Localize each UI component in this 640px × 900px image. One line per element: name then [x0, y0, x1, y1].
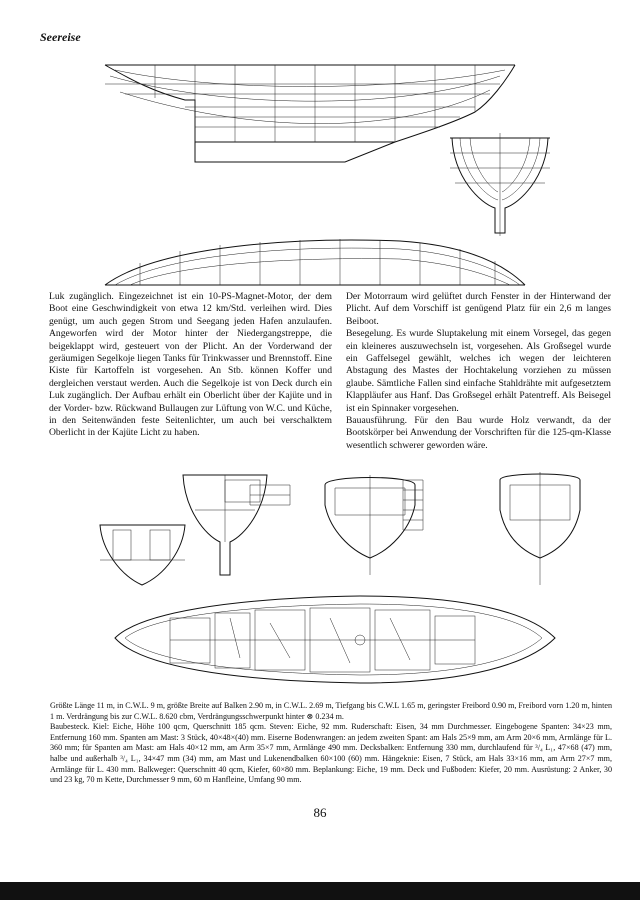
accommodation-plan-drawing	[110, 588, 560, 693]
section-drawing-3	[245, 480, 295, 510]
specifications-caption: Größte Länge 11 m, in C.W.L. 9 m, größte Breite auf Balken 2.90 m, in C.W.L. 2.69 m, Tiefgang bis C.W.L 1.65 m, geringster Freibord 0.90 m, Freibord vorn 1.20 m, hinten 1 m. Verdrängung bis zur C.W.L. 8.620 cbm, Verdrängungsschwerpunkt hinter ⊗ 0.234 m. Baubesteck. Kiel: Eiche, Höhe 100 qcm, Querschnitt 185 qcm. Steven: Eiche, 92 mm. Ruderschaft: Eisen, 34 mm Durchmesser. Eingebogene Spanten: 34×23 mm, Entfernung 160 mm. Spanten am Mast: 3 Stück, 40×48×(40) mm. Eiserne Bodenwrangen: an jedem zweiten Spant: am Hals 25×9 mm, am Arm 20×6 mm, Armlänge für L. 360 mm; für Spanten am Mast: am Hals 40×12 mm, am Arm 35×7 mm, Armlänge 490 mm. Decksbalken: Entfernung 330 mm, durchlaufend für ³/₄ L₁, 47×68 (47) mm, halbe und außerhalb ³/₄ L₁, 34×47 mm (34) mm, am Mast und Lukenendbalken 60×100 (60) mm. Hängeknie: Eisen, 7 Stück, am Hals 33×16 mm, am Arm 27×7 mm, Armlänge für L. 430 mm. Balkweger: Querschnitt 40 qcm, Kiefer, 60×80 mm. Beplankung: Eiche, 19 mm. Deck und Fußboden: Kiefer, 20 mm. Ausrüstung: 2 Anker, 30 und 23 kg, 70 m Kette, Durchmesser 9 mm, 60 m Hanfleine, Umfang 90 mm.	[50, 701, 612, 785]
running-title: Seereise	[40, 30, 81, 44]
body-text-left-column: Luk zugänglich. Eingezeichnet ist ein 10-PS-Magnet-Motor, der dem Boot eine Geschwindigkeit von etwa 12 km/Std. verleihen wird. Dies genügt, um auch gegen Strom und Seegang jeden Hafen anzulaufen. Angeworfen wird der Motor hinter der Niedergangstreppe, die beigeklappt wird, gesteuert von der Plicht. An der Vorderwand der geräumigen Segelkoje liegen Tanks für Trinkwasser und Brennstoff. Eine Kiste für Kartoffeln ist vorgesehen. An Stb. können Koffer und dergleichen verstaut werden. Auch die Segelkoje ist von Deck durch ein Luk zugänglich. Der Aufbau erhält ein Oberlicht über der Kajüte und in der Vorder- bzw. Rückwand Bullaugen zur Lüftung von W.C. und Küche, in den Seitenwänden feste Seitenlichter, um auch bei verschalktem Oberlicht in der Kajüte Licht zu haben.	[49, 291, 332, 439]
body-plan-drawing	[440, 128, 560, 238]
half-breadth-plan-drawing	[100, 235, 530, 290]
scan-edge-bar	[0, 882, 640, 900]
body-text-right-column: Der Motorraum wird gelüftet durch Fenster in der Hinterwand der Plicht. Auf dem Vorschiff ist genügend Platz für ein 2,6 m langes Beiboot. Besegelung. Es wurde Sluptakelung mit einem Vorsegel, das gegen ein kleineres auszuwechseln ist, vorgesehen. Als Großsegel wurde ein Gaffelsegel gewählt, welches ich wegen der leichteren Abstagung des Mastes der Hochtakelung vorziehen zu müssen glaube. Sämtliche Fallen sind einfache Stahldrähte mit aufgesetztem Klappläufer aus Hanf. Das Großsegel erhält Patentreff. Als Beisegel ist ein Spinnaker vorgesehen. Bauausführung. Für den Bau wurde Holz verwandt, da der Bootskörper bei Anwendung der Vorschriften für die 125-qm-Klasse wesentlich schwerer geworden wäre.	[346, 291, 611, 451]
page-number: 86	[313, 805, 327, 820]
section-drawing-5	[395, 475, 430, 535]
section-drawing-6	[490, 470, 590, 590]
